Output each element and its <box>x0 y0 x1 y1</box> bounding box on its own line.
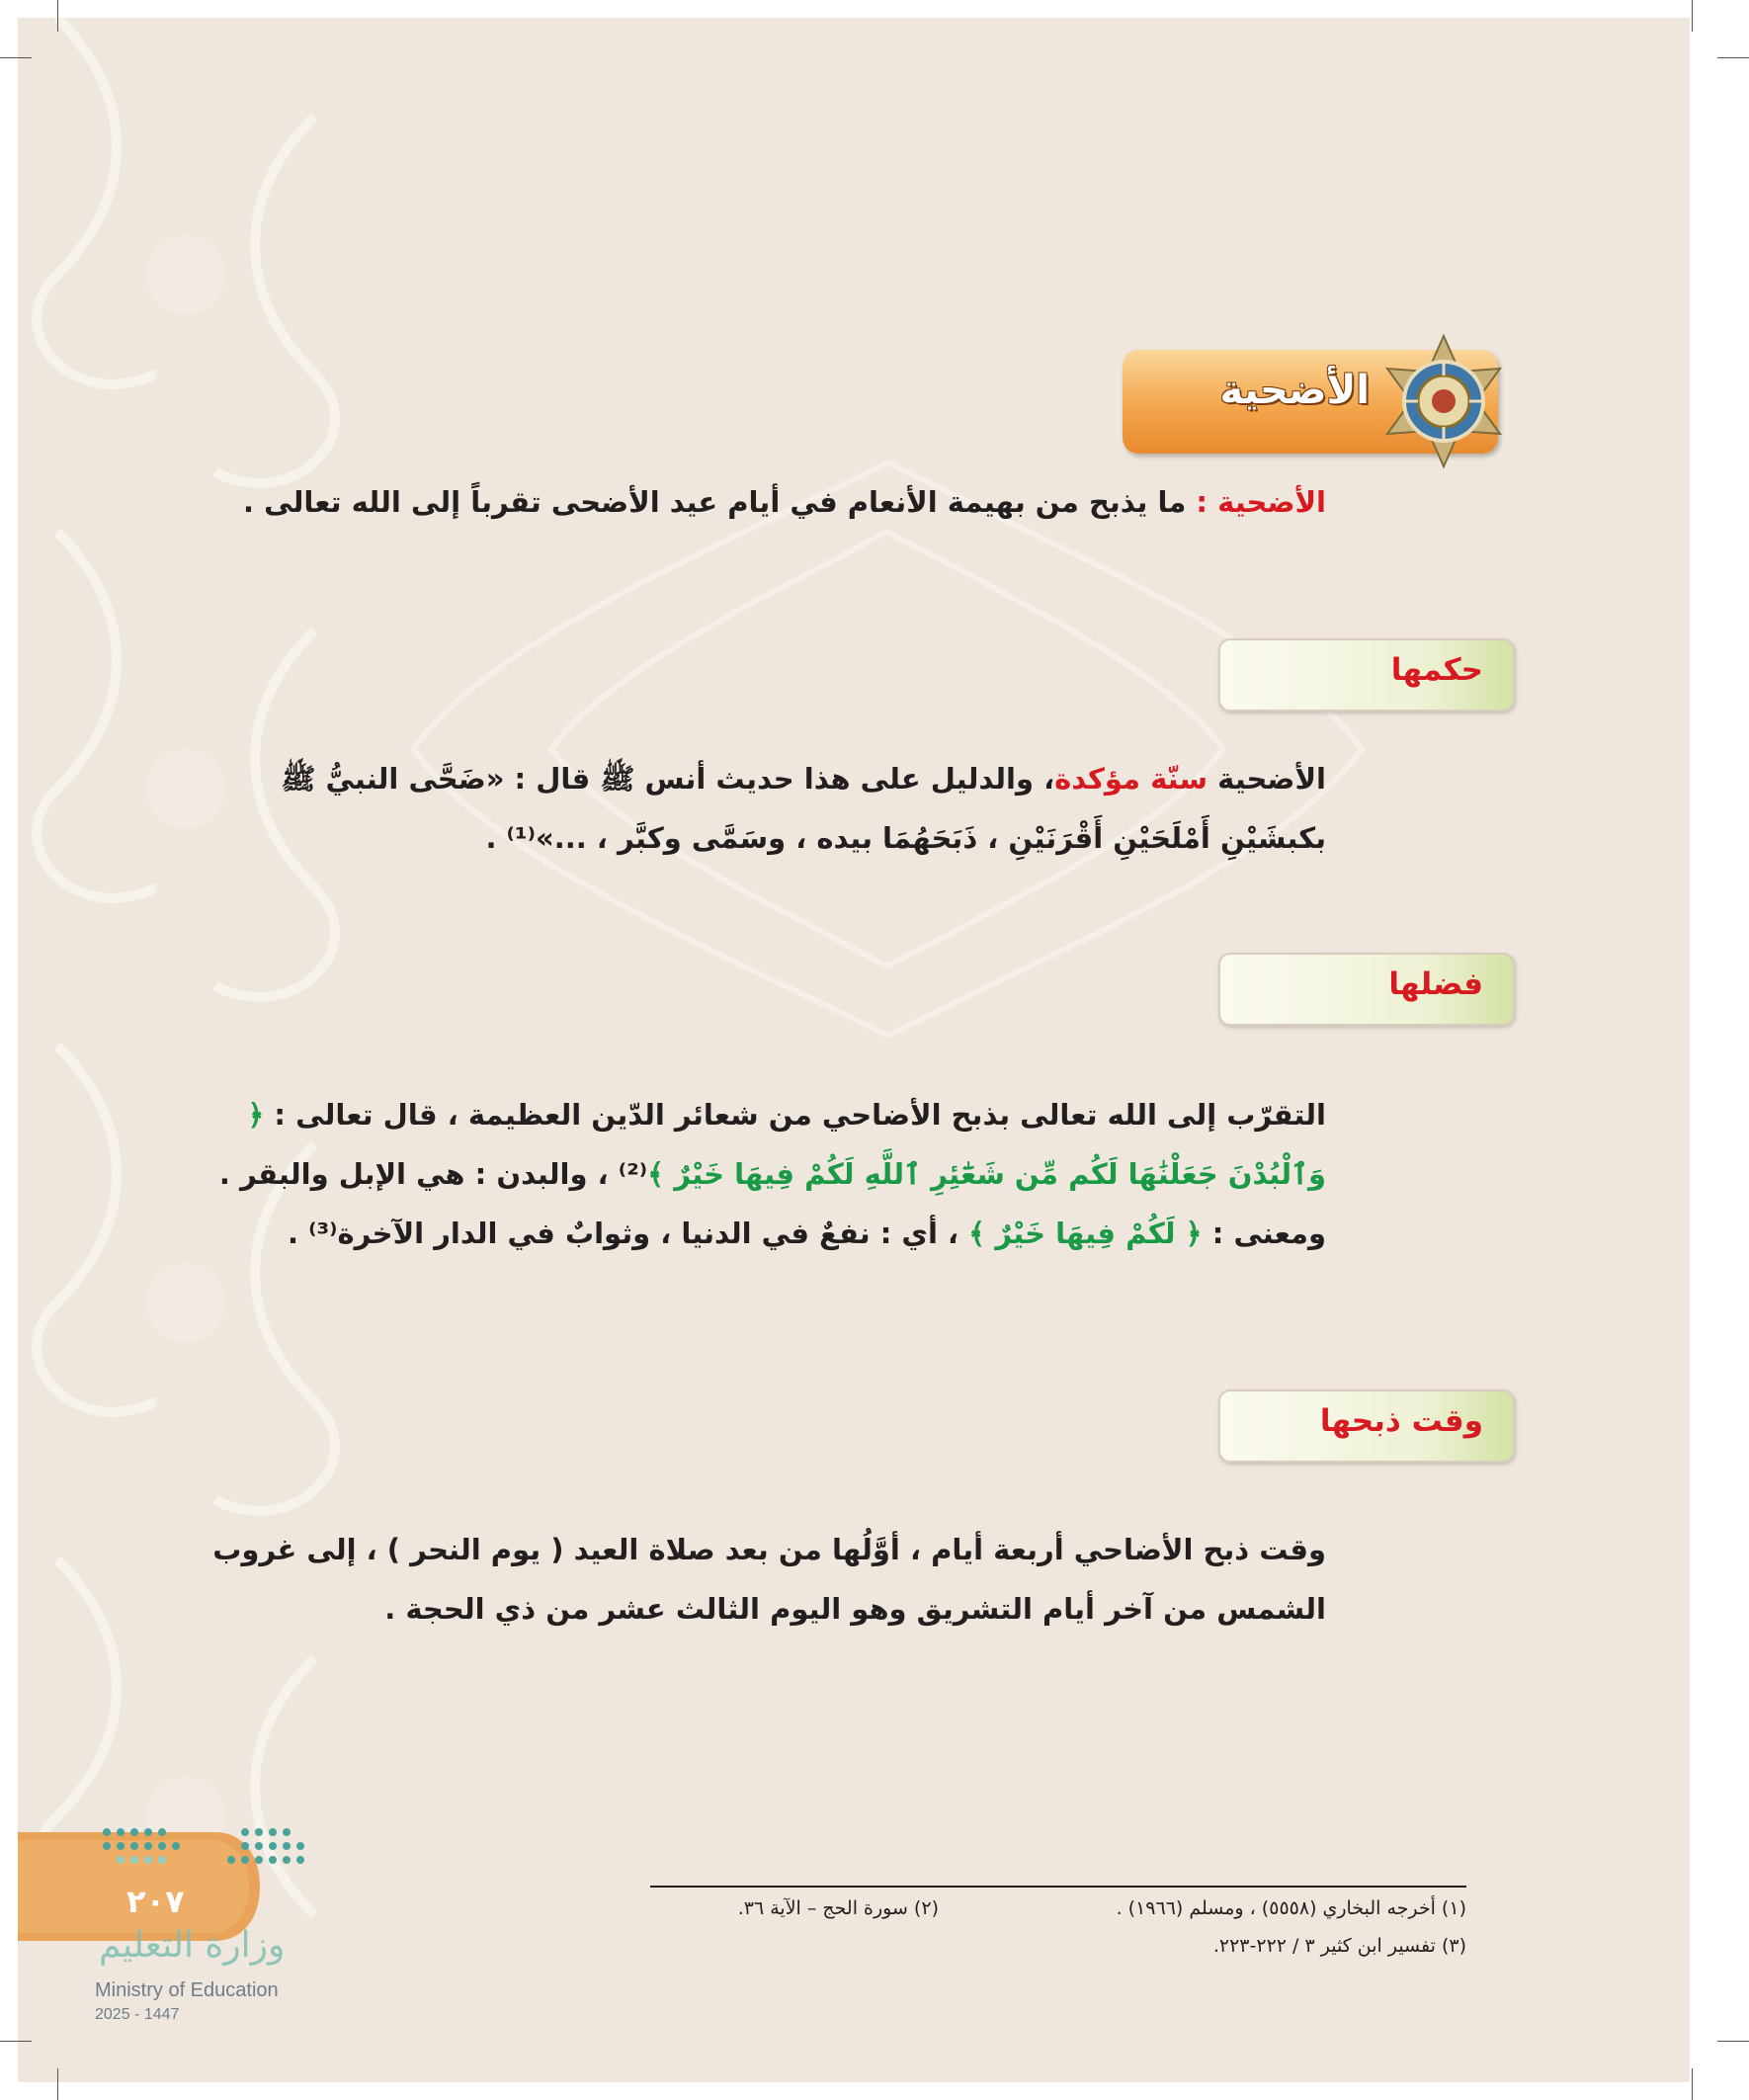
ruling-text-rest: ، والدليل على هذا حديث أنس ﷺ قال : «ضَحَّى النبيُّ ﷺ بكبشَيْنِ أَمْلَحَيْنِ أَقْرَنَيْنِ ، ذَبَحَهُمَا بيده ، وسَمَّى وكبَّر ، ...»⁽¹⁾ . <box>281 762 1326 855</box>
crop-mark <box>1717 57 1749 58</box>
rosette-icon <box>1374 332 1513 470</box>
virtue-verse: ﴿ وَٱلْبُدْنَ جَعَلْنَٰهَا لَكُم مِّن شَعَٰٓئِرِ ٱللَّهِ لَكُمْ فِيهَا خَيْرٌ ﴾ <box>247 1098 1326 1191</box>
crop-mark <box>0 57 32 58</box>
virtue-paragraph <box>180 1085 1326 1204</box>
ruling-paragraph <box>180 749 1326 868</box>
footnote-divider <box>650 1886 1466 1888</box>
time-text: وقت ذبح الأضاحي أربعة أيام ، أوَّلُها من بعد صلاة العيد ( يوم النحر ) ، إلى غروب الشمس من آخر أيام التشريق وهو اليوم الثالث عشر من ذي الحجة . <box>212 1533 1326 1626</box>
ruling-highlight: سنّة مؤكدة <box>1054 762 1208 796</box>
crop-mark <box>57 0 58 32</box>
section-label-time: وقت ذبحها <box>1319 1403 1483 1439</box>
ministry-logo-dots <box>97 1822 324 1891</box>
footnote-2: (٢) سورة الحج – الآية ٣٦. <box>737 1897 939 1919</box>
ministry-name-ar: وزارة التعليم <box>99 1925 286 1966</box>
definition-term: الأضحية : <box>1196 485 1326 519</box>
ministry-name-en: Ministry of Education <box>95 1979 279 2001</box>
meaning-label: ومعنى : <box>1202 1217 1326 1250</box>
footnote-3: (٣) تفسير ابن كثير ٣ / ٢٢٢-٢٢٣. <box>1212 1935 1466 1957</box>
section-heading-time <box>1218 1389 1515 1463</box>
footnote-1: (١) أخرجه البخاري (٥٥٥٨) ، ومسلم (١٩٦٦) . <box>1116 1897 1466 1919</box>
ministry-year: 2025 - 1447 <box>95 2006 180 2023</box>
ruling-text-start: الأضحية <box>1208 762 1326 796</box>
meaning-verse: ﴿ لَكُمْ فِيهَا خَيْرٌ ﴾ <box>968 1217 1203 1250</box>
virtue-text-end: ⁽²⁾ ، والبدن : هي الإبل والبقر . <box>218 1157 648 1191</box>
meaning-text: ، أي : نفعٌ في الدنيا ، وثوابٌ في الدار الآخرة⁽³⁾ . <box>288 1217 969 1250</box>
definition-paragraph <box>180 472 1326 532</box>
page-number: ٢٠٧ <box>126 1883 185 1920</box>
time-paragraph <box>180 1520 1326 1638</box>
crop-mark <box>1692 0 1693 32</box>
page-title: الأضحية <box>1219 368 1370 413</box>
section-label-ruling: حكمها <box>1390 652 1483 688</box>
crop-mark <box>57 2068 58 2100</box>
crop-mark <box>1692 2068 1693 2100</box>
section-heading-ruling <box>1218 638 1515 712</box>
ornament-band <box>18 18 433 2082</box>
virtue-meaning-paragraph <box>180 1204 1326 1263</box>
section-label-virtue: فضلها <box>1388 966 1483 1002</box>
section-heading-virtue <box>1218 953 1515 1026</box>
virtue-text: التقرّب إلى الله تعالى بذبح الأضاحي من شعائر الدّين العظيمة ، قال تعالى : <box>264 1098 1326 1132</box>
crop-mark <box>1717 2041 1749 2042</box>
page <box>18 18 1690 2082</box>
crop-mark <box>0 2041 32 2042</box>
definition-text: ما يذبح من بهيمة الأنعام في أيام عيد الأضحى تقرباً إلى الله تعالى . <box>243 485 1197 519</box>
